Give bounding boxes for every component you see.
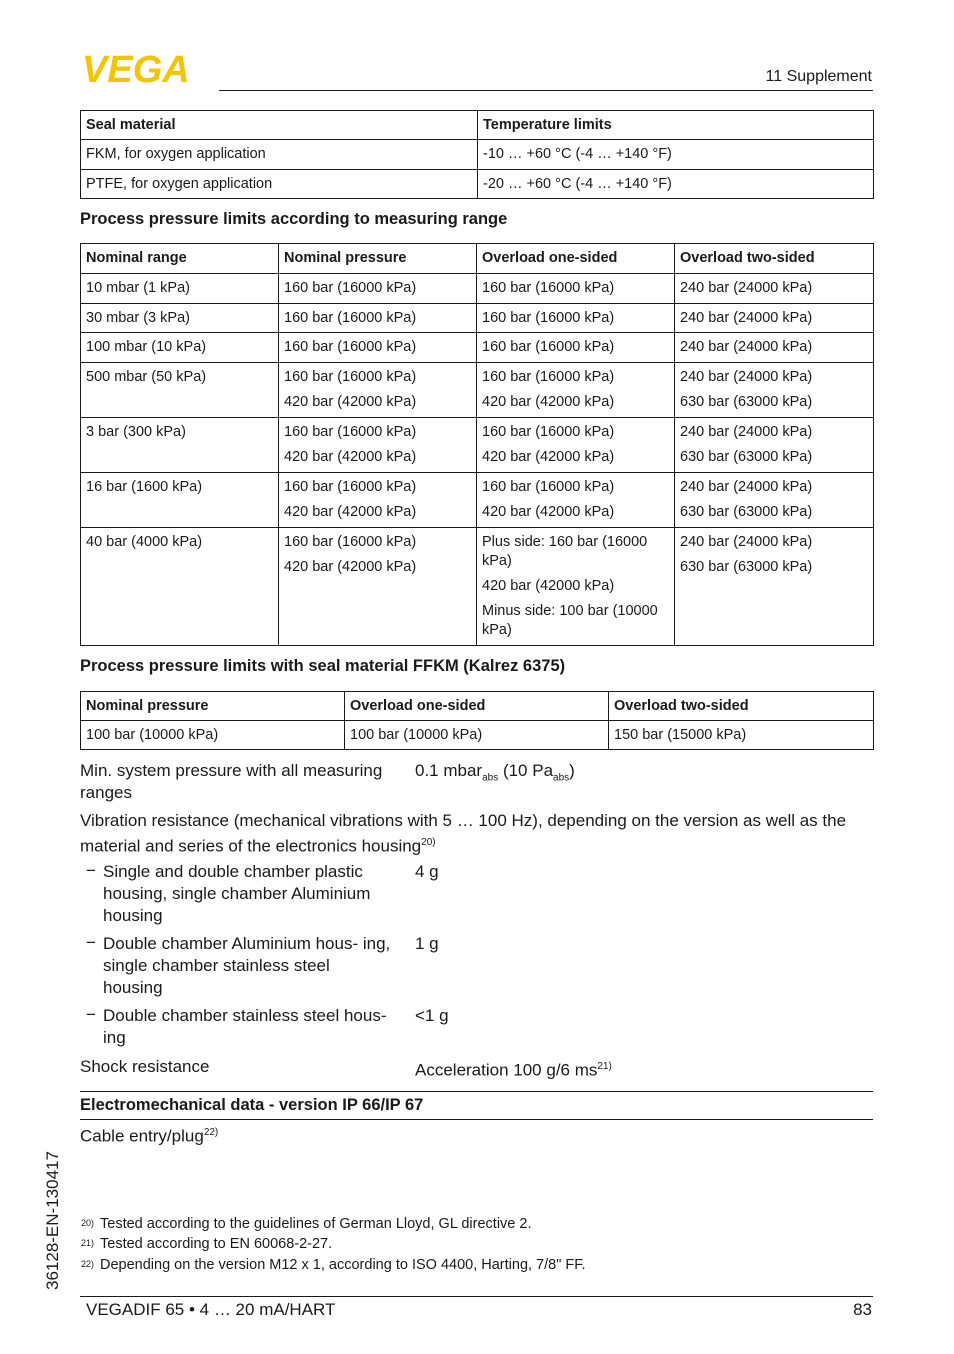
- vibration-item-value: 1 g: [415, 934, 439, 953]
- table-cell: 240 bar (24000 kPa): [675, 304, 874, 333]
- table-cell: 100 bar (10000 kPa): [345, 721, 609, 750]
- ffkm-table: [80, 691, 874, 750]
- table-cell: [81, 473, 279, 528]
- cable-entry-label: [80, 1122, 218, 1148]
- vibration-item-value: 4 g: [415, 862, 439, 881]
- footnote-text: Tested according to EN 60068-2-27.: [100, 1236, 333, 1252]
- value-part: (10 Pa: [498, 761, 554, 780]
- table-cell: 160 bar (16000 kPa): [279, 333, 477, 363]
- min-pressure-value: [415, 760, 575, 789]
- table-cell: [81, 418, 279, 473]
- table-cell: [279, 363, 477, 418]
- cell-line: 420 bar (42000 kPa): [284, 504, 417, 520]
- cell-line: 160 bar (16000 kPa): [284, 424, 417, 440]
- table-cell: 160 bar (16000 kPa): [477, 333, 675, 363]
- page-number: 83: [853, 1300, 872, 1319]
- footnote-number: 21): [81, 1238, 95, 1248]
- pressure-table: [80, 243, 874, 646]
- section-heading: Process pressure limits according to measuring range: [80, 210, 508, 228]
- table-cell: 30 mbar (3 kPa): [81, 304, 279, 333]
- cell-line: 420 bar (42000 kPa): [482, 504, 615, 520]
- cell-line: 160 bar (16000 kPa): [482, 479, 615, 495]
- footnote-ref: 22): [203, 1127, 219, 1138]
- cell-line: 160 bar (16000 kPa): [482, 369, 615, 385]
- document-id: 36128-EN-130417: [43, 1151, 62, 1290]
- table-header: Overload two-sided: [609, 692, 874, 721]
- table-cell: [675, 473, 874, 528]
- cell-line: 420 bar (42000 kPa): [482, 394, 615, 410]
- table-header: Temperature limits: [478, 111, 874, 140]
- vega-logo: [82, 52, 212, 84]
- table-cell: 160 bar (16000 kPa): [279, 304, 477, 333]
- value-part: ): [569, 761, 575, 780]
- cell-line: 420 bar (42000 kPa): [482, 449, 615, 465]
- cell-line: Plus side: 160 bar (16000 kPa): [482, 534, 648, 569]
- dash-bullet: −: [86, 1005, 96, 1024]
- cable-entry-text: Cable entry/plug: [80, 1126, 204, 1146]
- footnote-ref: 21): [597, 1061, 612, 1072]
- table-cell: [675, 363, 874, 418]
- shock-value: [415, 1056, 612, 1082]
- cell-line: 630 bar (63000 kPa): [680, 394, 813, 410]
- dash-bullet: −: [86, 861, 96, 880]
- table-cell: 10 mbar (1 kPa): [81, 274, 279, 304]
- section-label: 11 Supplement: [765, 68, 872, 85]
- value-part: 0.1 mbar: [415, 761, 483, 780]
- table-header: Overload two-sided: [675, 244, 874, 274]
- section-rule-bottom: [80, 1119, 873, 1120]
- table-cell: 240 bar (24000 kPa): [675, 333, 874, 363]
- table-cell: [477, 418, 675, 473]
- cell-line: 630 bar (63000 kPa): [680, 559, 813, 575]
- cell-line: 160 bar (16000 kPa): [482, 424, 615, 440]
- cell-line: 240 bar (24000 kPa): [680, 424, 813, 440]
- footer-rule: [80, 1296, 873, 1297]
- table-cell: FKM, for oxygen application: [81, 140, 478, 170]
- cell-line: 420 bar (42000 kPa): [284, 449, 417, 465]
- table-cell: [477, 528, 675, 646]
- subscript: abs: [553, 772, 570, 784]
- table-header: Nominal pressure: [81, 692, 345, 721]
- table-cell: [675, 528, 874, 646]
- footnote-number: 20): [81, 1218, 95, 1228]
- cell-line: 160 bar (16000 kPa): [284, 369, 417, 385]
- min-pressure-label: Min. system pressure with all measuring ranges: [80, 761, 383, 802]
- table-cell: 240 bar (24000 kPa): [675, 274, 874, 304]
- section-heading: Electromechanical data - version IP 66/IP 67: [80, 1096, 424, 1114]
- cell-line: 420 bar (42000 kPa): [284, 394, 417, 410]
- cell-line: 16 bar (1600 kPa): [86, 479, 203, 495]
- cell-line: Minus side: 100 bar (10000 kPa): [482, 603, 658, 638]
- dash-bullet: −: [86, 933, 96, 952]
- footnote-ref: 20): [421, 837, 436, 848]
- table-cell: [279, 473, 477, 528]
- table-header: Nominal pressure: [279, 244, 477, 274]
- table-cell: -20 … +60 °C (-4 … +140 °F): [478, 170, 874, 199]
- cell-line: 40 bar (4000 kPa): [86, 534, 203, 550]
- cell-line: 630 bar (63000 kPa): [680, 504, 813, 520]
- vibration-item-label: Single and double chamber plastic housing, single chamber Aluminium housing: [103, 862, 371, 925]
- section-heading: Process pressure limits with seal material FFKM (Kalrez 6375): [80, 657, 566, 675]
- table-cell: 100 mbar (10 kPa): [81, 333, 279, 363]
- table-cell: [477, 473, 675, 528]
- table-header: Overload one-sided: [345, 692, 609, 721]
- cell-line: 160 bar (16000 kPa): [284, 534, 417, 550]
- svg-text:VEGA: VEGA: [82, 52, 190, 84]
- vibration-desc: Vibration resistance (mechanical vibrations with 5 … 100 Hz), depending on the version as well as the material and series of the electronics housing: [80, 811, 847, 856]
- shock-value-text: Acceleration 100 g/6 ms: [415, 1060, 598, 1080]
- table-cell: [81, 528, 279, 646]
- vibration-text: [80, 810, 870, 858]
- vibration-item-label: Double chamber stainless steel hous- ing: [103, 1006, 387, 1047]
- subscript: abs: [482, 772, 499, 784]
- vibration-item-value: <1 g: [415, 1006, 449, 1025]
- cell-line: 240 bar (24000 kPa): [680, 369, 813, 385]
- table-cell: 160 bar (16000 kPa): [279, 274, 477, 304]
- footer-product: VEGADIF 65 • 4 … 20 mA/HART: [86, 1300, 336, 1319]
- table-cell: -10 … +60 °C (-4 … +140 °F): [478, 140, 874, 170]
- seal-table: [80, 110, 874, 199]
- table-header: Nominal range: [81, 244, 279, 274]
- table-header: Seal material: [81, 111, 478, 140]
- table-cell: 150 bar (15000 kPa): [609, 721, 874, 750]
- cell-line: 630 bar (63000 kPa): [680, 449, 813, 465]
- table-cell: [279, 418, 477, 473]
- footnote-number: 22): [81, 1259, 95, 1269]
- table-cell: 100 bar (10000 kPa): [81, 721, 345, 750]
- table-cell: [477, 363, 675, 418]
- footnote-text: Depending on the version M12 x 1, according to ISO 4400, Harting, 7/8" FF.: [100, 1257, 586, 1273]
- table-cell: [675, 418, 874, 473]
- table-cell: 160 bar (16000 kPa): [477, 304, 675, 333]
- table-cell: PTFE, for oxygen application: [81, 170, 478, 199]
- cell-line: 420 bar (42000 kPa): [284, 559, 417, 575]
- table-cell: [81, 363, 279, 418]
- cell-line: 420 bar (42000 kPa): [482, 578, 615, 594]
- cell-line: 240 bar (24000 kPa): [680, 534, 813, 550]
- vibration-item-label: Double chamber Aluminium hous- ing, single chamber stainless steel housing: [103, 934, 391, 997]
- table-cell: [279, 528, 477, 646]
- shock-label: Shock resistance: [80, 1057, 210, 1076]
- header-rule: [219, 90, 873, 91]
- table-header: Overload one-sided: [477, 244, 675, 274]
- cell-line: 3 bar (300 kPa): [86, 424, 186, 440]
- section-rule-top: [80, 1091, 873, 1092]
- cell-line: 160 bar (16000 kPa): [284, 479, 417, 495]
- table-cell: 160 bar (16000 kPa): [477, 274, 675, 304]
- cell-line: 500 mbar (50 kPa): [86, 369, 207, 385]
- footnote-text: Tested according to the guidelines of German Lloyd, GL directive 2.: [100, 1216, 532, 1232]
- cell-line: 240 bar (24000 kPa): [680, 479, 813, 495]
